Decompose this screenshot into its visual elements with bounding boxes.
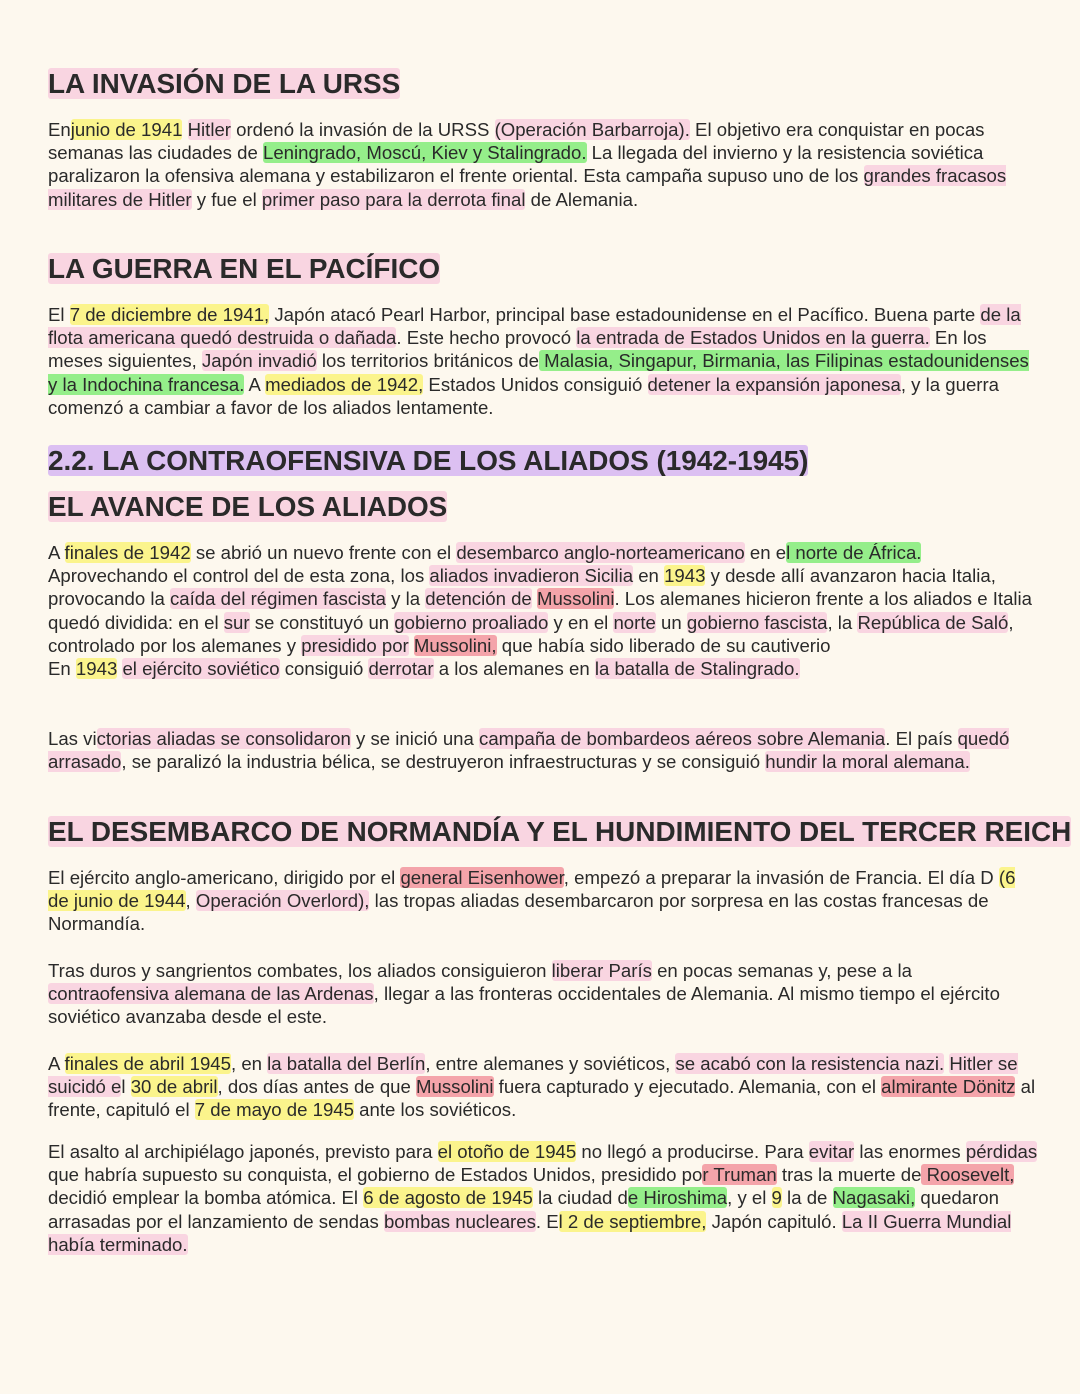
paragraph-avance-2: Las victorias aliadas se consolidaron y se inició una campaña de bombardeos aéreos sobre Alemania. El país quedó arrasado, se paralizó la industria bélica, se destruyeron infraestructuras y se consiguió hundir la moral alemana. xyxy=(48,728,1010,773)
paragraph-normandia-3: A finales de abril 1945, en la batalla del Berlín, entre alemanes y soviéticos, se acabó con la resistencia nazi. Hitler se suicidó el 30 de abril, dos días antes de que Mussolini fuera capturado y ejecutado. Alemania, con el almirante Dönitz al frente, capituló el 7 de mayo de 1945 ante los soviéticos. xyxy=(48,1053,1036,1121)
section-heading-pacifico: LA GUERRA EN EL PACÍFICO xyxy=(48,253,441,284)
section-heading-urss: LA INVASIÓN DE LA URSS xyxy=(48,68,401,99)
section-heading-avance: EL AVANCE DE LOS ALIADOS xyxy=(48,491,448,522)
section-heading-normandia: EL DESEMBARCO DE NORMANDÍA Y EL HUNDIMIENTO DEL TERCER REICH xyxy=(48,816,1072,847)
paragraph-avance-1: A finales de 1942 se abrió un nuevo frente con el desembarco anglo-norteamericano en el norte de África. Aprovechando el control del de esta zona, los aliados invadieron Sicilia en 1943 y desde allí avanzaron hacia Italia, provocando la caída del régimen fascista y la detención de Mussolini. Los alemanes hicieron frente a los aliados e Italia quedó dividida: en el sur se constituyó un gobierno proaliado y en el norte un gobierno fascista, la República de Saló, controlado por los alemanes y presidido por Mussolini, que había sido liberado de su cautiverio En 1943 el ejército soviético consiguió derrotar a los alemanes en la batalla de Stalingrado. xyxy=(48,542,1033,680)
paragraph-normandia-2: Tras duros y sangrientos combates, los aliados consiguieron liberar París en pocas semanas y, pese a la contraofensiva alemana de las Ardenas, llegar a las fronteras occidentales de Alemania. Al mismo tiempo el ejército soviético avanzaba desde el este. xyxy=(48,960,1000,1028)
chapter-heading-contraofensiva: 2.2. LA CONTRAOFENSIVA DE LOS ALIADOS (1942-1945) xyxy=(48,445,809,476)
paragraph-normandia-4: El asalto al archipiélago japonés, previsto para el otoño de 1945 no llegó a producirse. Para evitar las enormes pérdidas que habría supuesto su conquista, el gobierno de Estados Unidos, presidido por Truman tras la muerte de Roosevelt, decidió emplear la bomba atómica. El 6 de agosto de 1945 la ciudad de Hiroshima, y el 9 la de Nagasaki, quedaron arrasadas por el lanzamiento de sendas bombas nucleares. El 2 de septiembre, Japón capituló. La II Guerra Mundial había terminado. xyxy=(48,1141,1038,1255)
paragraph-normandia-1: El ejército anglo-americano, dirigido por el general Eisenhower, empezó a preparar la invasión de Francia. El día D (6 de junio de 1944, Operación Overlord), las tropas aliadas desembarcaron por sorpresa en las costas francesas de Normandía. xyxy=(48,867,1016,935)
paragraph-urss: Enjunio de 1941 Hitler ordenó la invasión de la URSS (Operación Barbarroja). El objetivo era conquistar en pocas semanas las ciudades de Leningrado, Moscú, Kiev y Stalingrado. La llegada del invierno y la resistencia soviética paralizaron la ofensiva alemana y estabilizaron el frente oriental. Esta campaña supuso uno de los grandes fracasos militares de Hitler y fue el primer paso para la derrota final de Alemania. xyxy=(48,119,1007,210)
paragraph-pacifico: El 7 de diciembre de 1941, Japón atacó Pearl Harbor, principal base estadounidense en el Pacífico. Buena parte de la flota americana quedó destruida o dañada. Este hecho provocó la entrada de Estados Unidos en la guerra. En los meses siguientes, Japón invadió los territorios británicos de Malasia, Singapur, Birmania, las Filipinas estadounidenses y la Indochina francesa. A mediados de 1942, Estados Unidos consiguió detener la expansión japonesa, y la guerra comenzó a cambiar a favor de los aliados lentamente. xyxy=(48,304,1029,418)
